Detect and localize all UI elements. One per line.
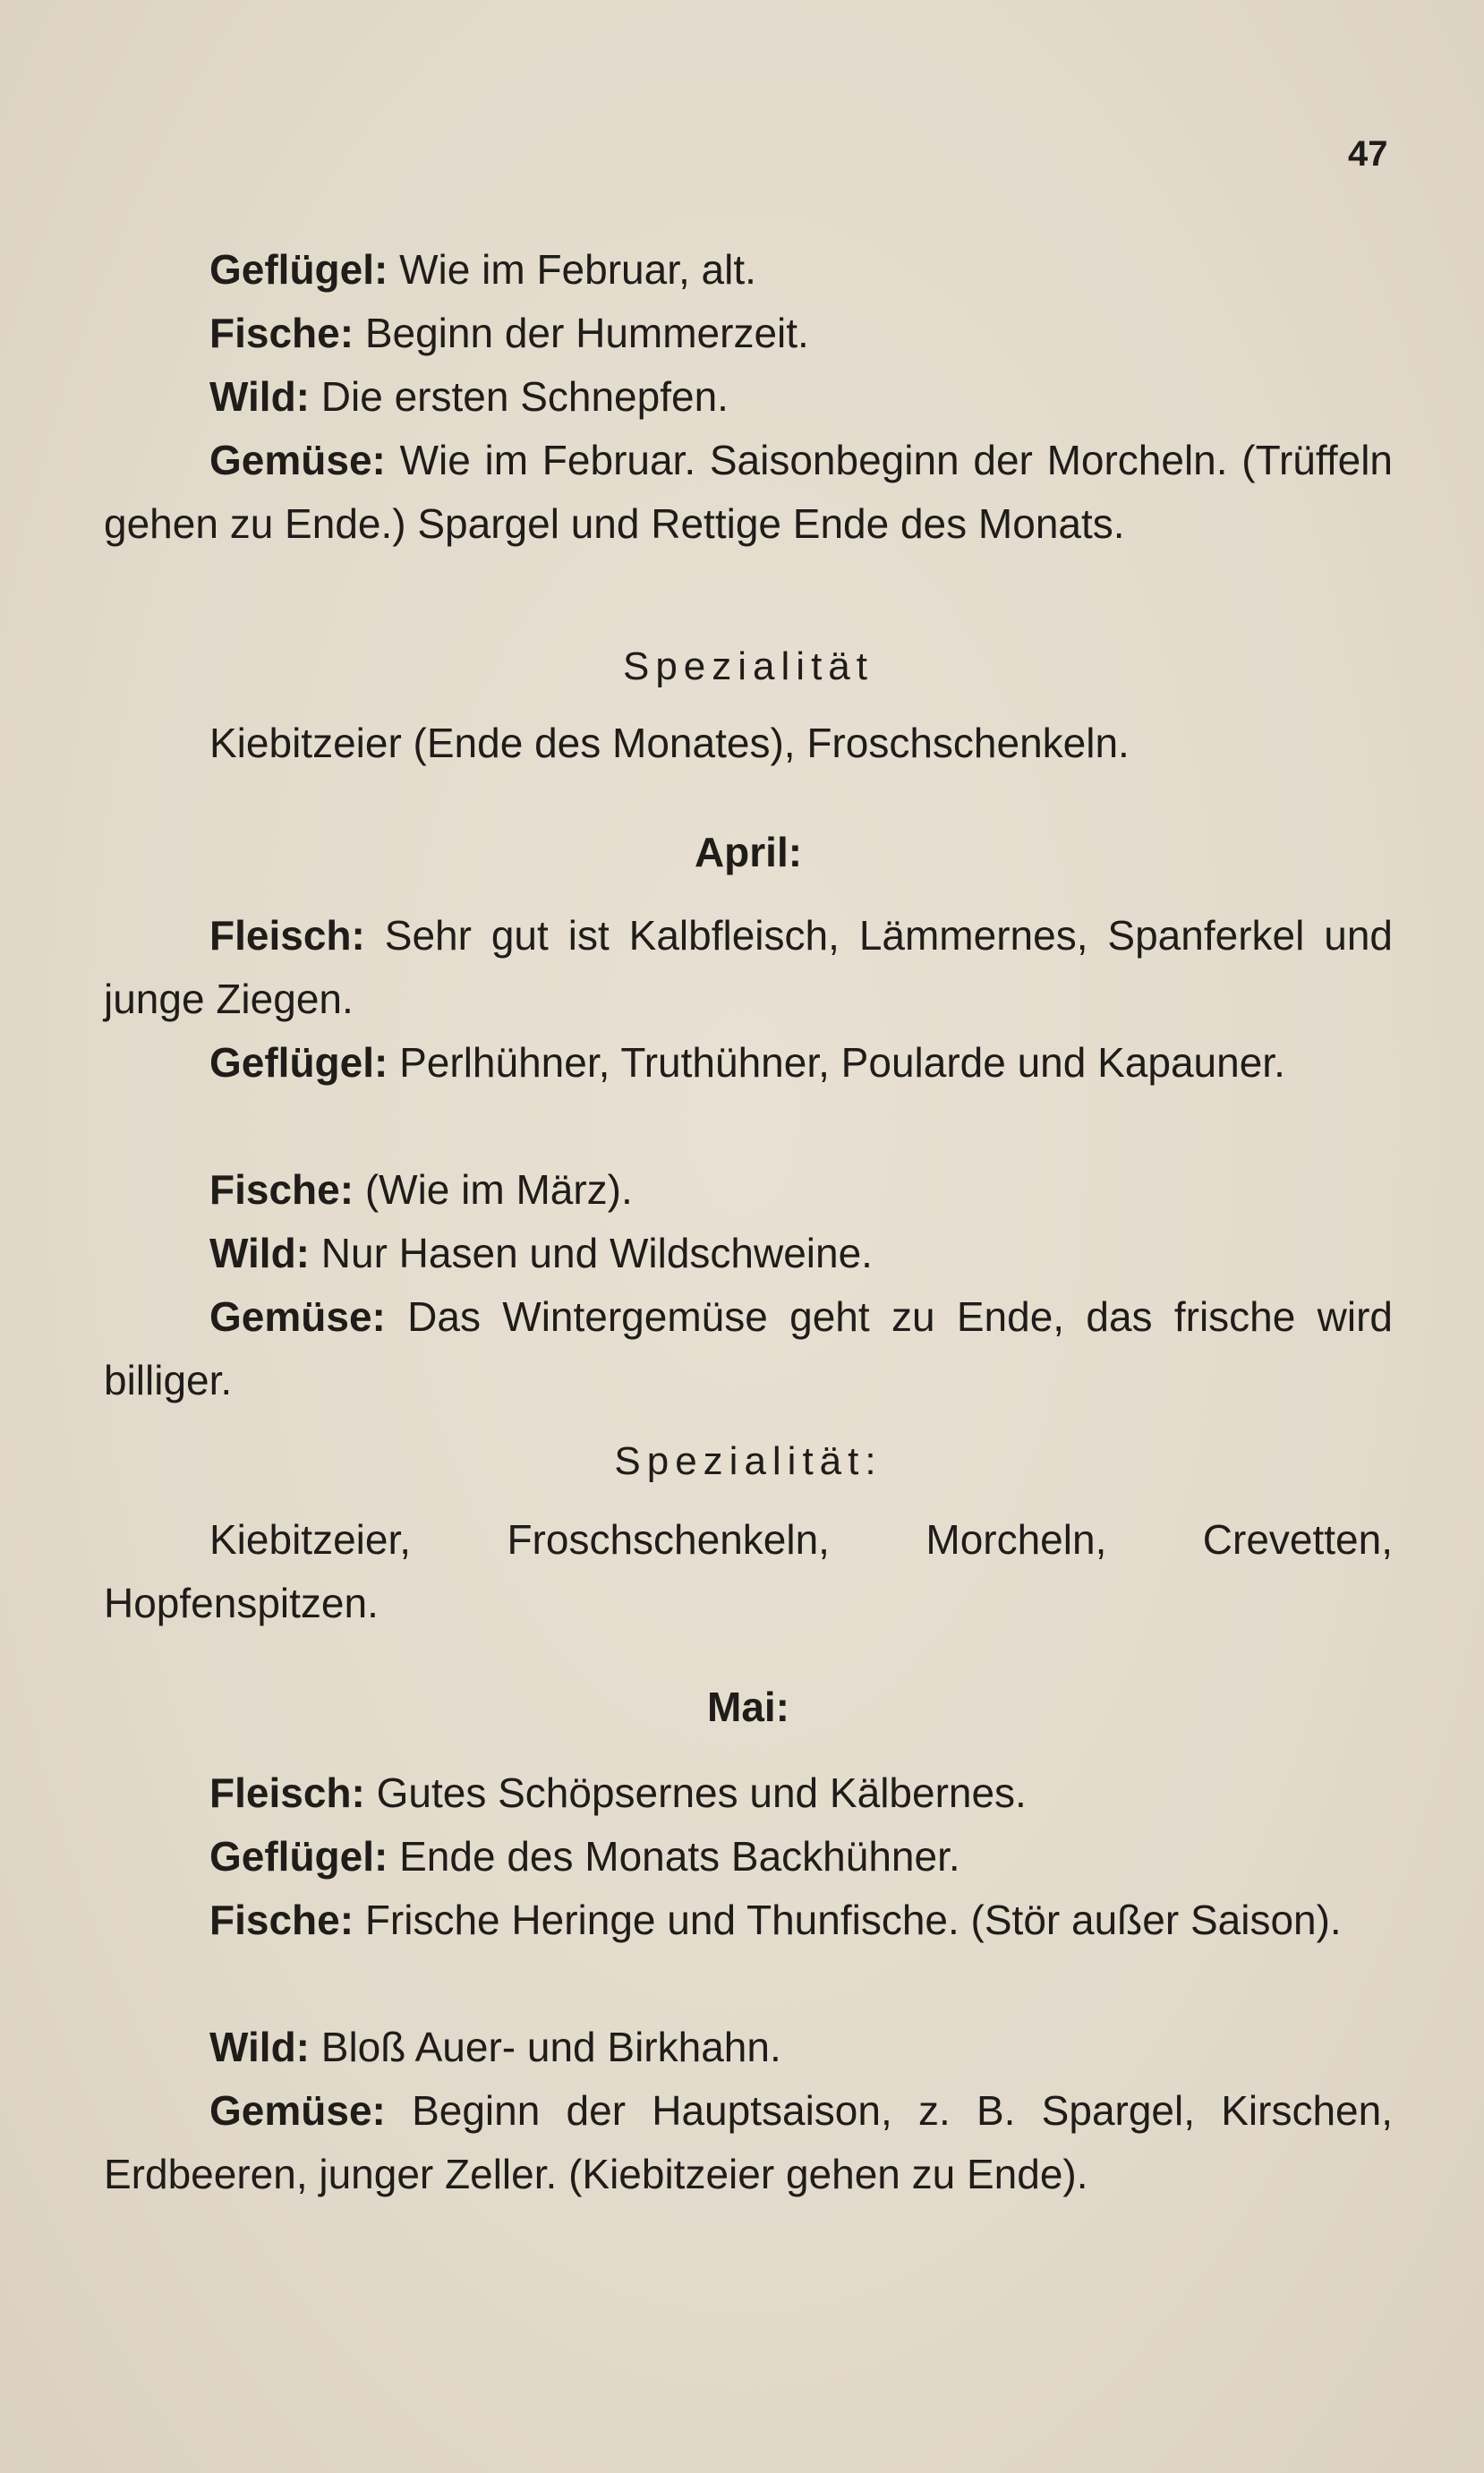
april-spezialitaet-text: Kiebitzeier, Froschschenkeln, Morcheln, Crevetten, Hopfenspitzen. — [104, 1516, 1393, 1626]
march-gemuese-text: Wie im Februar. Saisonbeginn der Morcheln. (Trüffeln gehen zu Ende.) Spargel und Rettige Ende des Monats. — [104, 437, 1393, 547]
mai-gemuese-label: Gemüse: — [209, 2087, 386, 2134]
mai-wild-entry — [104, 2016, 1393, 2079]
march-gemuese-label: Gemüse: — [209, 437, 386, 483]
april-fische-entry — [104, 1158, 1393, 1222]
mai-heading: Mai: — [707, 1684, 789, 1730]
march-spezialitaet-text: Kiebitzeier (Ende des Monates), Froschschenkeln. — [209, 720, 1130, 766]
march-gefluegel-label: Geflügel: — [209, 246, 388, 293]
april-gefluegel-entry — [104, 1031, 1393, 1095]
mai-gefluegel-label: Geflügel: — [209, 1833, 388, 1880]
march-spezialitaet-heading: Spezialität — [622, 644, 874, 688]
march-fische-text: Beginn der Hummerzeit. — [354, 310, 809, 356]
april-gefluegel-label: Geflügel: — [209, 1039, 388, 1086]
april-gemuese-entry — [104, 1285, 1393, 1412]
march-wild-text: Die ersten Schnepfen. — [310, 373, 729, 420]
march-wild-label: Wild: — [209, 373, 310, 420]
mai-gemuese-text: Beginn der Hauptsaison, z. B. Spargel, Kirschen, Erdbeeren, junger Zeller. (Kiebitzeier gehen zu Ende). — [104, 2087, 1393, 2197]
mai-fische-label: Fische: — [209, 1897, 354, 1943]
mai-wild-label: Wild: — [209, 2024, 310, 2070]
april-fische-label: Fische: — [209, 1166, 354, 1213]
april-wild-text: Nur Hasen und Wildschweine. — [310, 1230, 873, 1276]
april-fleisch-text: Sehr gut ist Kalbfleisch, Lämmernes, Spanferkel und junge Ziegen. — [104, 912, 1393, 1022]
april-gefluegel-text: Perlhühner, Truthühner, Poularde und Kapauner. — [388, 1039, 1285, 1086]
march-fische-label: Fische: — [209, 310, 354, 356]
march-gefluegel-text: Wie im Februar, alt. — [388, 246, 756, 293]
mai-fische-entry — [104, 1889, 1393, 1952]
april-spezialitaet-heading: Spezialität: — [614, 1439, 883, 1483]
mai-gefluegel-text: Ende des Monats Backhühner. — [388, 1833, 960, 1880]
march-gemuese-entry — [104, 429, 1393, 556]
mai-fleisch-label: Fleisch: — [209, 1769, 365, 1816]
april-wild-label: Wild: — [209, 1230, 310, 1276]
mai-gefluegel-entry — [104, 1825, 1393, 1889]
mai-fleisch-text: Gutes Schöpsernes und Kälbernes. — [364, 1769, 1027, 1816]
april-wild-entry — [104, 1222, 1393, 1285]
mai-gemuese-entry — [104, 2079, 1393, 2206]
april-fleisch-entry — [104, 904, 1393, 1031]
april-gemuese-text: Das Wintergemüse geht zu Ende, das frische wird billiger. — [104, 1293, 1393, 1403]
april-fische-text: (Wie im März). — [354, 1166, 633, 1213]
mai-fische-text: Frische Heringe und Thunfische. (Stör außer Saison). — [354, 1897, 1342, 1943]
april-gemuese-label: Gemüse: — [209, 1293, 386, 1340]
april-fleisch-label: Fleisch: — [209, 912, 365, 959]
april-heading: April: — [694, 829, 803, 875]
page-number: 47 — [1348, 134, 1388, 174]
mai-wild-text: Bloß Auer- und Birkhahn. — [310, 2024, 781, 2070]
march-gefluegel-entry — [104, 238, 1393, 302]
mai-fleisch-entry — [104, 1761, 1393, 1825]
march-wild-entry — [104, 365, 1393, 429]
march-fische-entry — [104, 302, 1393, 365]
